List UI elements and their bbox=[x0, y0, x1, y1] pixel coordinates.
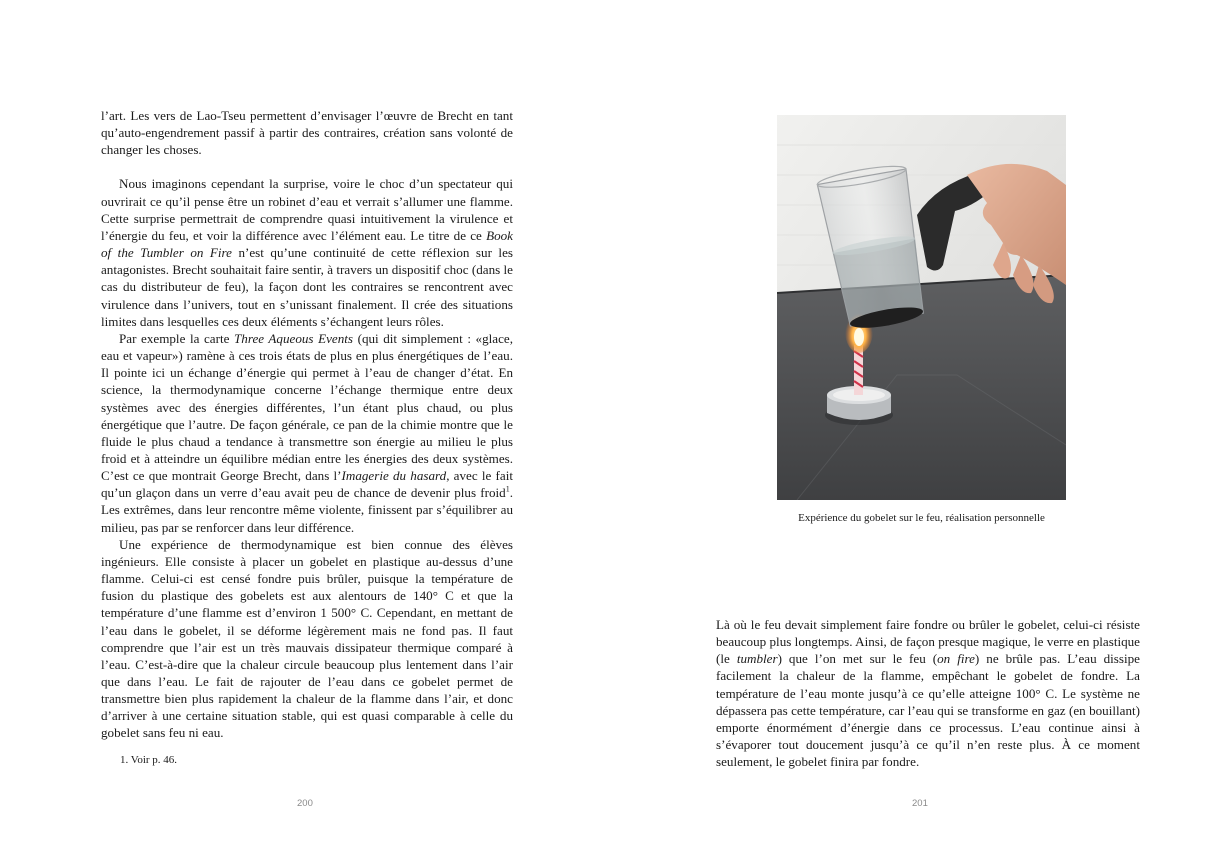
page-number-right: 201 bbox=[912, 798, 928, 809]
body-paragraph bbox=[101, 330, 513, 536]
left-page-body-text bbox=[101, 107, 513, 742]
text-run: Une expérience de thermodynamique est bien connue des élèves ingénieurs. Elle consiste à placer un gobelet en plastique au-dessus d’une flamme. Celui-ci est censé fondre puis brûler, puisque la température de fusion du plastique des gobelets est aux alentours de 140° C et que la température d’une flamme est d’environ 1 500° C. Cependant, en mettant de l’eau dans le gobelet, il se déforme légèrement mais ne fond pas. Il faut comprendre que l’air est un très mauvais dissipateur thermique comparé à l’eau. C’est-à-dire que la chaleur circule beaucoup plus lentement dans l’air que dans l’eau. Le fait de rajouter de l’eau dans ce gobelet permet de transmettre bien plus rapidement la chaleur de la flamme dans l’air, et donc d’arriver à une certaine situation stable, qui est quasi comparable à celle du gobelet sans feu ni eau. bbox=[101, 536, 513, 741]
text-run: ) ne brûle pas. L’eau dissipe facilement la chaleur de la flamme, empêchant le gobelet de fondre. La température de l’eau monte jusqu’à ce qu’elle atteigne 100° C. Le système ne dépassera pas cette température, car l’eau qui se transforme en gaz (en bouillant) emporte énormément d’énergie dans ce processus. L’eau continue ainsi à s’évaporer tout doucement jusqu’à ce qu’il n’en reste plus. À ce moment seulement, le gobelet finira par fondre. bbox=[716, 651, 1140, 770]
footnote-marker: 1 bbox=[505, 484, 510, 494]
text-run: ) que l’on met sur le feu ( bbox=[777, 651, 938, 667]
footnote: 1. Voir p. 46. bbox=[120, 754, 178, 766]
body-paragraph bbox=[101, 536, 513, 742]
italic-title: Book of the Tumbler on Fire bbox=[101, 227, 513, 261]
text-run: Là où le feu devait simplement faire fondre ou brûler le gobelet, celui-ci résiste beaucoup plus longtemps. Ainsi, de façon presque magique, le verre en plastique (le bbox=[716, 617, 1140, 667]
body-paragraph bbox=[716, 616, 1140, 770]
text-run: l’art. Les vers de Lao-Tseu permettent d’envisager l’œuvre de Brecht en tant qu’auto-engendrement passif à partir des contraires, création sans volonté de changer les choses. bbox=[101, 108, 513, 158]
italic-title: Imagerie du hasard bbox=[341, 468, 447, 484]
text-run: n’est qu’une continuité de cette réflexion sur les antagonistes. Brecht souhaitait faire sentir, à travers un dispositif choc (dans le cas du distributeur de feu), la façon dont les contraires se rencontrent avec virulence dans l’univers, tout en s’unissant finalement. Il crée des situations limites dans lesquelles ces deux éléments s’échangent leurs rôles. bbox=[101, 245, 513, 329]
figure-caption: Expérience du gobelet sur le feu, réalisation personnelle bbox=[798, 512, 1045, 524]
italic-title: tumbler bbox=[736, 651, 778, 667]
text-run: . Les extrêmes, dans leur rencontre même violente, finissent par s’équilibrer au milieu, pas par se renforcer dans leur différence. bbox=[101, 485, 513, 535]
text-run: , avec le fait qu’un glaçon dans un verre d’eau avait peu de chance de devenir plus froid bbox=[101, 468, 513, 501]
italic-title: Three Aqueous Events bbox=[234, 330, 353, 346]
right-page-body-text bbox=[716, 616, 1140, 770]
text-run: (qui dit simplement : «glace, eau et vapeur») ramène à ces trois états de plus en plus énergétiques de l’eau. Il pointe ici un échange d’énergie qui permet à l’eau de changer d’état. En science, la thermodynamique concerne l’échange thermique entre deux systèmes avec des énergies différentes, l’un étant plus chaud, ou plus énergétique que l’autre. De façon générale, ce pan de la chimie montre que le fluide le plus chaud a tendance à transmettre son énergie au milieu le plus froid et à atteindre un équilibre médian entre les énergies des deux systèmes. C’est ce que montrait George Brecht, dans l’ bbox=[101, 330, 513, 484]
figure-photo-tumbler-on-fire bbox=[777, 115, 1066, 500]
right-page bbox=[613, 0, 1226, 865]
body-paragraph bbox=[101, 175, 513, 329]
text-run: Nous imaginons cependant la surprise, voire le choc d’un spectateur qui ouvrirait ce qu’il pense être un robinet d’eau et verrait s’allumer une flamme. Cette surprise permettrait de comprendre quasi intuitivement la virulence et l’énergie du feu, et voir la différence avec l’élément eau. Le titre de ce bbox=[101, 176, 513, 243]
body-paragraph bbox=[101, 107, 513, 158]
italic-title: on fire bbox=[937, 651, 975, 667]
text-run: Par exemple la carte bbox=[119, 330, 235, 346]
page-number-left: 200 bbox=[297, 798, 313, 809]
